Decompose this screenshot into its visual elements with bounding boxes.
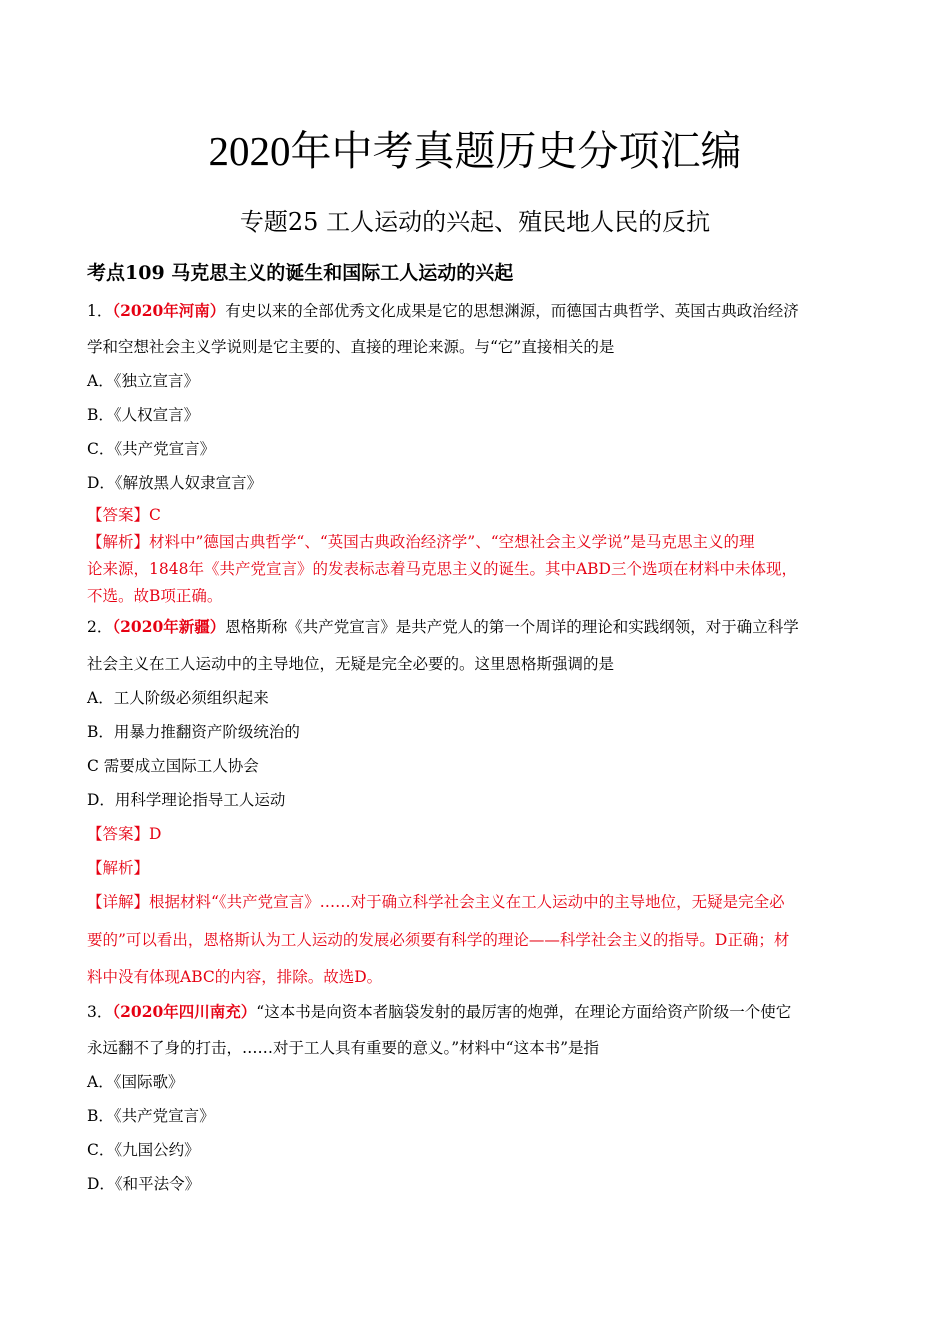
question-3-option-d: D．《和平法令》 xyxy=(87,1175,201,1193)
question-source: （2020年河南） xyxy=(112,301,226,320)
document-title: 2020年中考真题历史分项汇编 xyxy=(208,128,742,174)
question-number: 2． xyxy=(87,618,113,636)
question-2-stem-line-2: 社会主义在工人运动中的主导地位，无疑是完全必要的。这里恩格斯强调的是 xyxy=(87,655,615,673)
question-3-option-b: B．《共产党宣言》 xyxy=(87,1107,215,1125)
question-2-analysis-line-1: 【详解】根据材料“《共产党宣言》……对于确立科学社会主义在工人运动中的主导地位，无疑是完全必 xyxy=(87,893,785,911)
question-stem: “这本书是向资本者脑袋发射的最厉害的炮弹，在理论方面给资产阶级一个使它 xyxy=(256,1003,792,1021)
question-stem: 有史以来的全部优秀文化成果是它的思想渊源，而德国古典哲学、英国古典政治经济 xyxy=(225,302,799,320)
section-heading: 考点109 马克思主义的诞生和国际工人运动的兴起 xyxy=(87,262,514,284)
question-3-stem-line-2: 永远翻不了身的打击，……对于工人具有重要的意义。”材料中“这本书”是指 xyxy=(87,1039,600,1057)
question-2-answer: 【答案】D xyxy=(87,825,162,843)
question-number: 1． xyxy=(87,302,113,320)
question-number: 3． xyxy=(87,1003,113,1021)
question-3-stem-line-1 xyxy=(87,1001,791,1023)
question-source: （2020年新疆） xyxy=(112,617,226,636)
question-2-option-a: A．工人阶级必须组织起来 xyxy=(87,689,269,707)
question-source: （2020年四川南充） xyxy=(112,1002,257,1021)
question-stem: 恩格斯称《共产党宣言》是共产党人的第一个周详的理论和实践纲领，对于确立科学 xyxy=(225,618,799,636)
question-1-analysis-line-2: 论来源，1848年《共产党宣言》的发表标志着马克思主义的诞生。其中ABD三个选项在材料中未体现， xyxy=(87,560,797,578)
question-2-option-b: B．用暴力推翻资产阶级统治的 xyxy=(87,723,300,741)
question-1-analysis-line-3: 不选。故B项正确。 xyxy=(87,587,223,605)
question-2-analysis-line-3: 料中没有体现ABC的内容，排除。故选D。 xyxy=(87,968,383,986)
question-1-answer: 【答案】C xyxy=(87,506,161,524)
question-3-option-c: C．《九国公约》 xyxy=(87,1141,200,1159)
question-1-option-a: A．《独立宣言》 xyxy=(87,372,199,390)
question-1-option-d: D．《解放黑人奴隶宣言》 xyxy=(87,474,263,492)
question-3-option-a: A．《国际歌》 xyxy=(87,1073,184,1091)
question-1-analysis-line-1: 【解析】材料中”德国古典哲学“、“英国古典政治经济学”、“空想社会主义学说”是马克思主义的理 xyxy=(87,533,755,551)
question-1-option-c: C．《共产党宣言》 xyxy=(87,440,216,458)
question-1-stem-line-2: 学和空想社会主义学说则是它主要的、直接的理论来源。与“它”直接相关的是 xyxy=(87,338,615,356)
question-2-analysis-line-2: 要的”可以看出，恩格斯认为工人运动的发展必须要有科学的理论——科学社会主义的指导。D正确；材 xyxy=(87,931,790,949)
question-2-option-d: D．用科学理论指导工人运动 xyxy=(87,791,286,809)
question-1-stem-line-1 xyxy=(87,300,799,322)
document-subtitle: 专题25 工人运动的兴起、殖民地人民的反抗 xyxy=(239,208,711,236)
question-2-stem-line-1 xyxy=(87,616,799,638)
question-2-analysis-label: 【解析】 xyxy=(87,859,150,877)
question-1-option-b: B．《人权宣言》 xyxy=(87,406,200,424)
question-2-option-c: C 需要成立国际工人协会 xyxy=(87,757,259,775)
